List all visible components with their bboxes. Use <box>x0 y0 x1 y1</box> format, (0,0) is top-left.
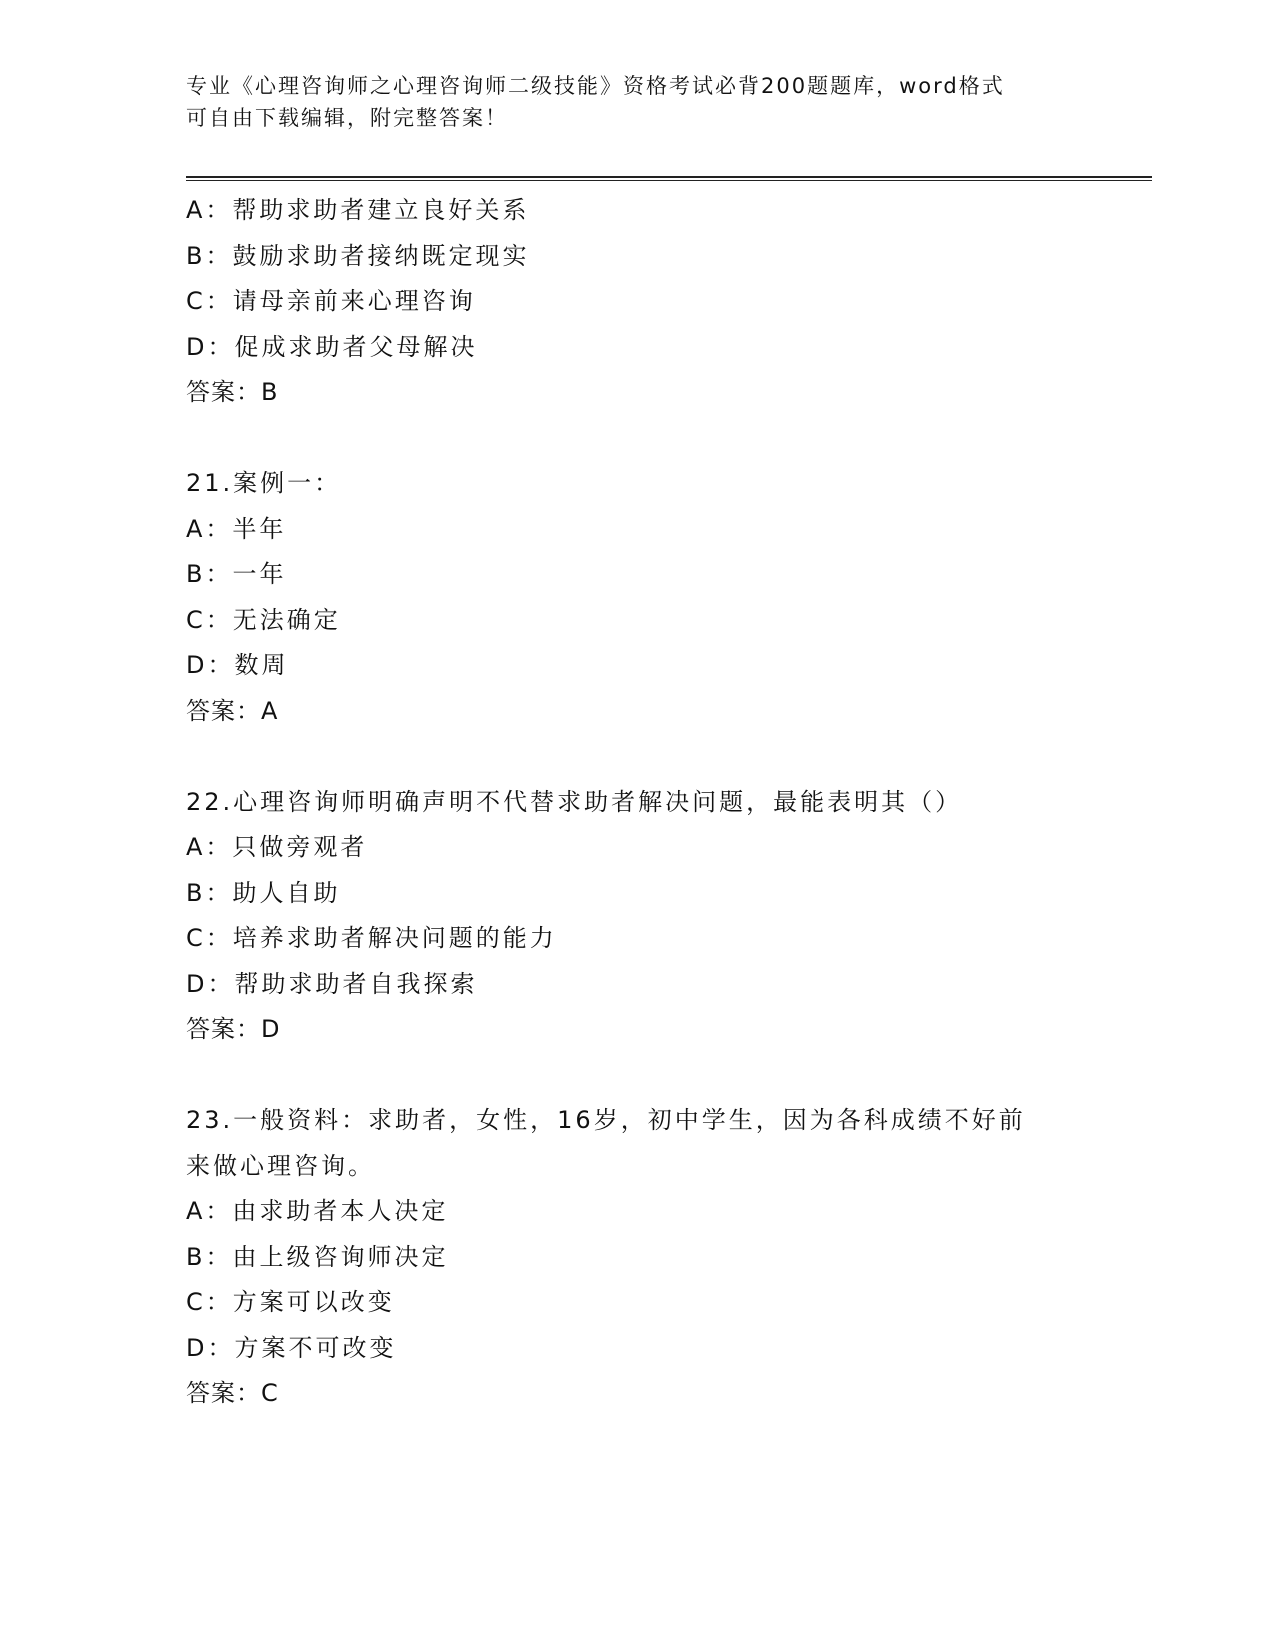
question-stem-line-2: 来做心理咨询。 <box>186 1151 375 1180</box>
option-c: C：请母亲前来心理咨询 <box>186 287 476 315</box>
question-stem: 21.案例一： <box>186 469 342 497</box>
header-line-1: 专业《心理咨询师之心理咨询师二级技能》资格考试必背200题题库，word格式 <box>186 74 1005 98</box>
option-c: C：培养求助者解决问题的能力 <box>186 924 557 952</box>
spacer <box>186 1053 1086 1099</box>
option-d: D：方案不可改变 <box>186 1333 397 1362</box>
question-23 <box>186 1098 1086 1417</box>
question-20 <box>186 188 1086 416</box>
spacer <box>186 416 1086 462</box>
document-header <box>186 70 1086 134</box>
option-c: C：方案可以改变 <box>186 1288 395 1316</box>
question-stem-line-1: 23.一般资料：求助者，女性，16岁，初中学生，因为各科成绩不好前 <box>186 1106 1026 1134</box>
option-d: D：促成求助者父母解决 <box>186 332 478 361</box>
option-d: D：数周 <box>186 651 289 679</box>
option-a: A：只做旁观者 <box>186 833 368 861</box>
answer-line: 答案：C <box>186 1379 279 1407</box>
question-list <box>186 188 1086 1417</box>
header-divider <box>186 176 1152 181</box>
option-b: B：鼓励求助者接纳既定现实 <box>186 241 530 270</box>
question-stem: 22.心理咨询师明确声明不代替求助者解决问题，最能表明其（） <box>186 787 963 816</box>
option-c: C：无法确定 <box>186 605 341 634</box>
option-a: A：帮助求助者建立良好关系 <box>186 196 530 224</box>
question-21 <box>186 461 1086 734</box>
option-d: D：帮助求助者自我探索 <box>186 969 478 998</box>
spacer <box>186 734 1086 780</box>
option-a: A：由求助者本人决定 <box>186 1197 449 1225</box>
answer-line: 答案：D <box>186 1015 281 1043</box>
option-b: B：一年 <box>186 560 287 588</box>
option-a: A：半年 <box>186 514 287 543</box>
header-line-2: 可自由下载编辑，附完整答案！ <box>186 106 508 130</box>
question-22 <box>186 780 1086 1053</box>
answer-line: 答案：B <box>186 378 279 406</box>
option-b: B：由上级咨询师决定 <box>186 1242 449 1271</box>
option-b: B：助人自助 <box>186 878 341 907</box>
answer-line: 答案：A <box>186 696 279 725</box>
